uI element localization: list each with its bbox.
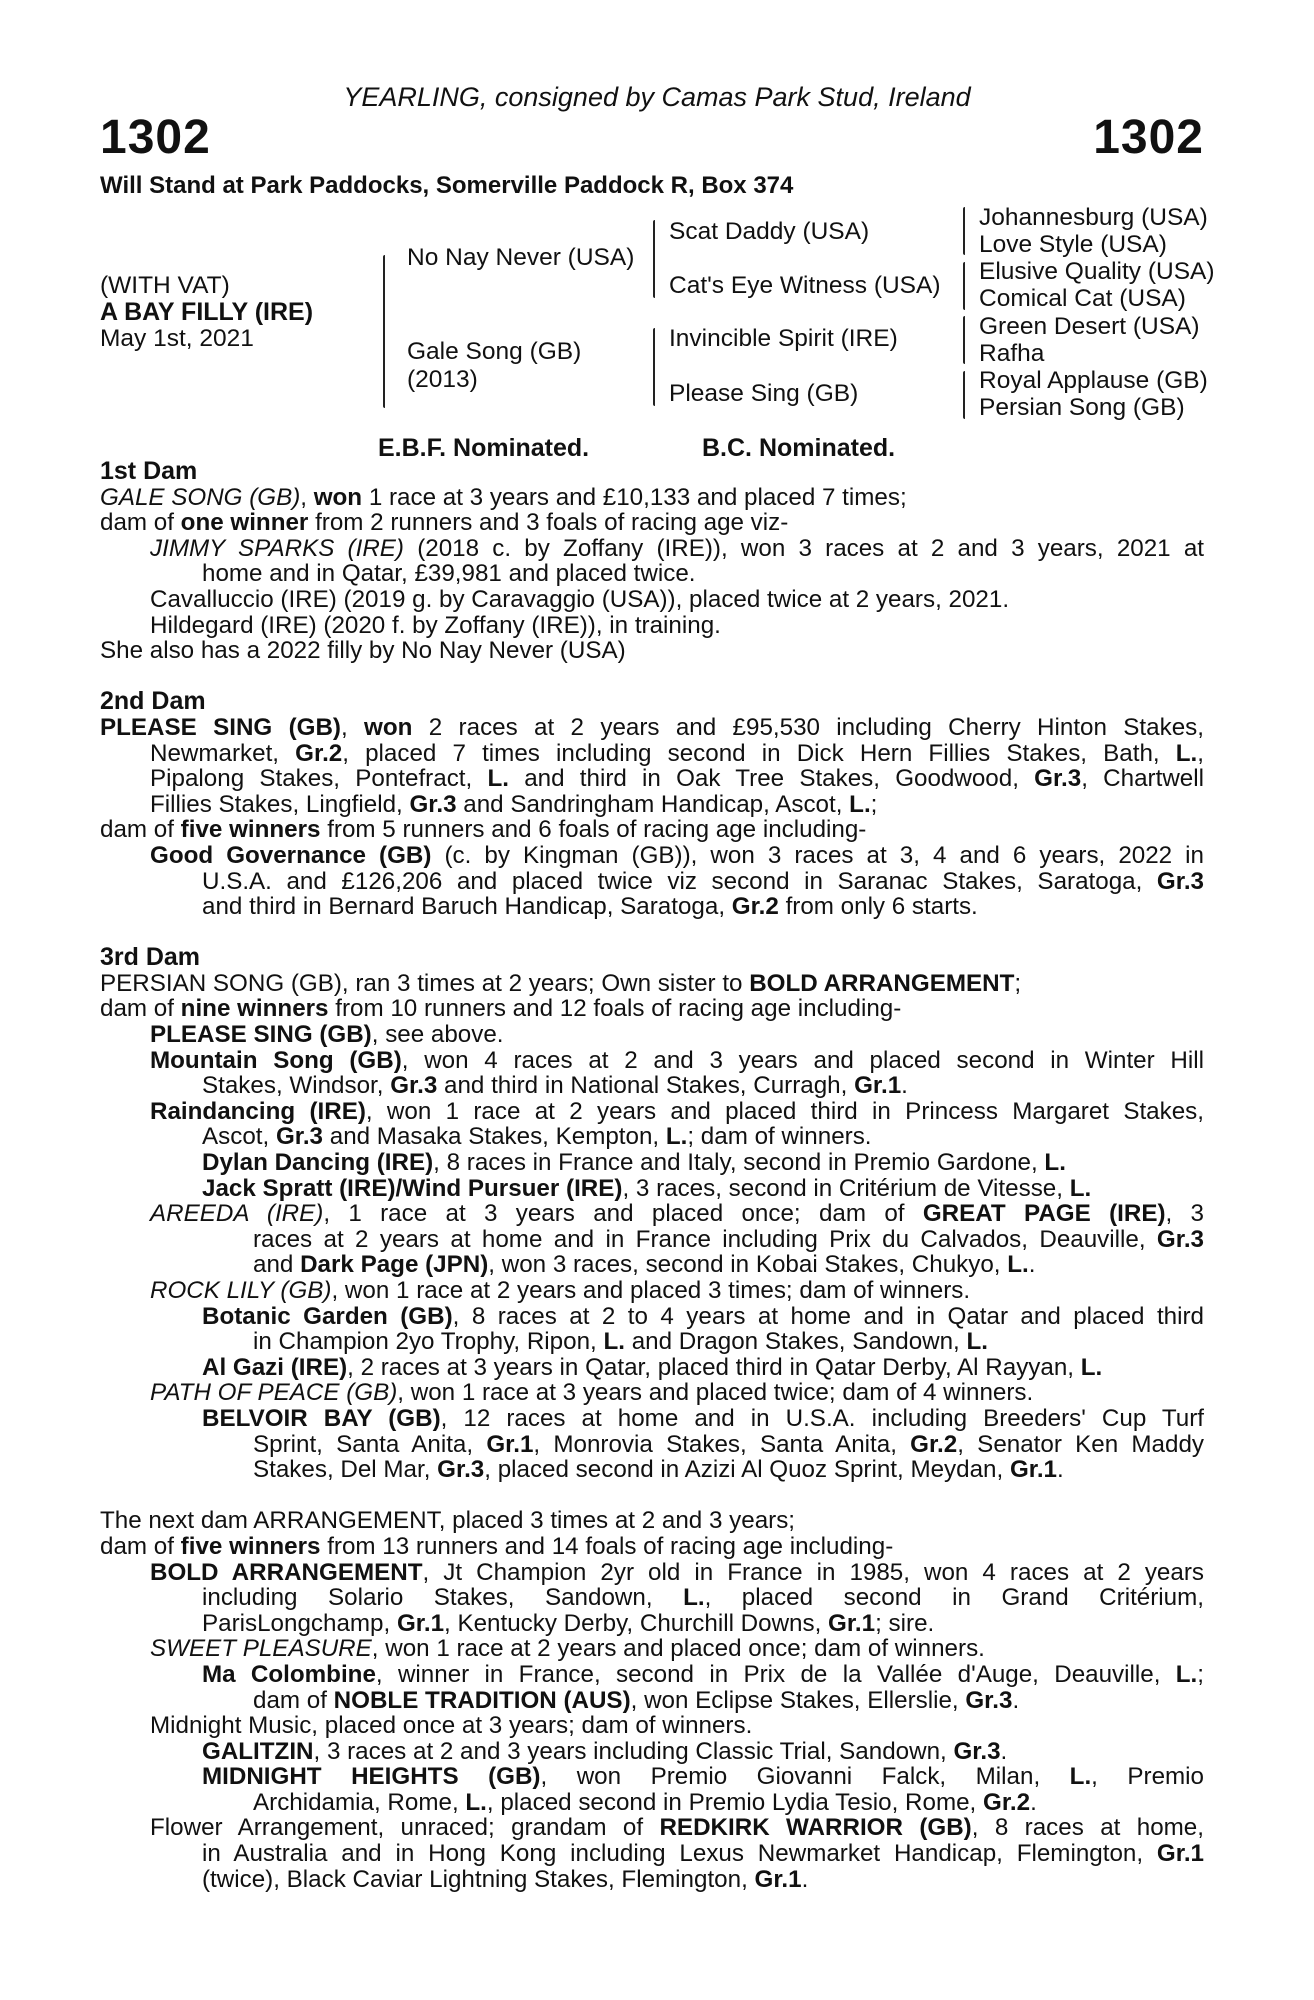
ebf-nomination: E.B.F. Nominated. bbox=[378, 434, 590, 462]
pedigree-dam: Gale Song (GB) bbox=[407, 338, 582, 365]
next-dam-line: SWEET PLEASURE, won 1 race at 2 years and placed once; dam of winners. bbox=[150, 1635, 985, 1663]
vat-note: (WITH VAT) bbox=[100, 272, 230, 299]
second-dam-line: PLEASE SING (GB), won 2 races at 2 years and £95,530 including Cherry Hinton Stakes, bbox=[100, 713, 1204, 741]
third-dam-line: PLEASE SING (GB), see above. bbox=[150, 1021, 504, 1049]
catalogue-body bbox=[100, 459, 1204, 1892]
third-dam-line: Raindancing (IRE), won 1 race at 2 years and placed third in Princess Margaret Stakes, bbox=[150, 1097, 1204, 1125]
third-dam-line: Dylan Dancing (IRE), 8 races in France and Italy, second in Premio Gardone, L. bbox=[202, 1149, 1066, 1177]
next-dam-line: MIDNIGHT HEIGHTS (GB), won Premio Giovanni Falck, Milan, L., Premio bbox=[202, 1763, 1205, 1791]
consignor-subtitle: YEARLING, consigned by Camas Park Stud, Ireland bbox=[343, 82, 971, 112]
next-dam-line: Midnight Music, placed once at 3 years; dam of winners. bbox=[150, 1712, 753, 1740]
first-dam-line: home and in Qatar, £39,981 and placed twice. bbox=[202, 560, 696, 588]
first-dam-heading: 1st Dam bbox=[100, 457, 198, 485]
foaling-date: May 1st, 2021 bbox=[100, 325, 254, 352]
third-dam-line: Sprint, Santa Anita, Gr.1, Monrovia Stakes, Santa Anita, Gr.2, Senator Ken Maddy bbox=[253, 1430, 1204, 1458]
pedigree-ggs8: Persian Song (GB) bbox=[979, 394, 1185, 421]
pedigree-dam-year: (2013) bbox=[407, 366, 478, 393]
pedigree-sire: No Nay Never (USA) bbox=[407, 244, 635, 271]
pedigree-ggs1: Johannesburg (USA) bbox=[979, 204, 1208, 231]
third-dam-line: Al Gazi (IRE), 2 races at 3 years in Qatar, placed third in Qatar Derby, Al Rayyan, L. bbox=[202, 1353, 1103, 1381]
third-dam-line: races at 2 years at home and in France including Prix du Calvados, Deauville, Gr.3 bbox=[253, 1225, 1204, 1253]
first-dam-line: GALE SONG (GB), won 1 race at 3 years and £10,133 and placed 7 times; bbox=[100, 483, 907, 511]
pedigree-gs1: Scat Daddy (USA) bbox=[669, 218, 870, 245]
next-dam-line: (twice), Black Caviar Lightning Stakes, Flemington, Gr.1. bbox=[202, 1865, 809, 1893]
pedigree-gs2: Cat's Eye Witness (USA) bbox=[669, 272, 941, 299]
bc-nomination: B.C. Nominated. bbox=[702, 434, 896, 462]
third-dam-line: in Champion 2yo Trophy, Ripon, L. and Dragon Stakes, Sandown, L. bbox=[253, 1328, 988, 1356]
third-dam-line: BELVOIR BAY (GB), 12 races at home and in U.S.A. including Breeders' Cup Turf bbox=[202, 1404, 1205, 1432]
next-dam-line: dam of five winners from 13 runners and 14 foals of racing age including- bbox=[100, 1532, 894, 1560]
second-dam-line: dam of five winners from 5 runners and 6 foals of racing age including- bbox=[100, 816, 867, 844]
pedigree-ggs7: Royal Applause (GB) bbox=[979, 367, 1208, 394]
second-dam-line: and third in Bernard Baruch Handicap, Saratoga, Gr.2 from only 6 starts. bbox=[202, 893, 978, 921]
brace-2a bbox=[653, 220, 655, 298]
pedigree-ggs6: Rafha bbox=[979, 340, 1045, 367]
brace-1 bbox=[383, 255, 385, 408]
brace-2b bbox=[653, 328, 655, 406]
next-dam-line: Flower Arrangement, unraced; grandam of REDKIRK WARRIOR (GB), 8 races at home, bbox=[150, 1814, 1204, 1842]
third-dam-line: Ascot, Gr.3 and Masaka Stakes, Kempton, L.; dam of winners. bbox=[202, 1123, 872, 1151]
horse-name: A BAY FILLY (IRE) bbox=[100, 298, 314, 326]
third-dam-line: Botanic Garden (GB), 8 races at 2 to 4 years at home and in Qatar and placed third bbox=[202, 1302, 1204, 1330]
first-dam-line: JIMMY SPARKS (IRE) (2018 c. by Zoffany (IRE)), won 3 races at 2 and 3 years, 2021 at bbox=[150, 534, 1205, 562]
next-dam-line: The next dam ARRANGEMENT, placed 3 times at 2 and 3 years; bbox=[100, 1507, 796, 1535]
next-dam-line: Archidamia, Rome, L., placed second in Premio Lydia Tesio, Rome, Gr.2. bbox=[253, 1788, 1037, 1816]
next-dam-line: BOLD ARRANGEMENT, Jt Champion 2yr old in France in 1985, won 4 races at 2 years bbox=[150, 1558, 1204, 1586]
third-dam-line: PERSIAN SONG (GB), ran 3 times at 2 years; Own sister to BOLD ARRANGEMENT; bbox=[100, 969, 1022, 997]
pedigree-ggs5: Green Desert (USA) bbox=[979, 313, 1200, 340]
third-dam-line: and Dark Page (JPN), won 3 races, second in Kobai Stakes, Chukyo, L.. bbox=[253, 1251, 1036, 1279]
next-dam-line: dam of NOBLE TRADITION (AUS), won Eclipse Stakes, Ellerslie, Gr.3. bbox=[253, 1686, 1020, 1714]
lot-number-right: 1302 bbox=[1093, 111, 1204, 164]
third-dam-line: Mountain Song (GB), won 4 races at 2 and 3 years and placed second in Winter Hill bbox=[150, 1046, 1204, 1074]
second-dam-line: Good Governance (GB) (c. by Kingman (GB)), won 3 races at 3, 4 and 6 years, 2022 in bbox=[150, 841, 1204, 869]
third-dam-line: dam of nine winners from 10 runners and 12 foals of racing age including- bbox=[100, 995, 902, 1023]
brace-3a bbox=[963, 207, 965, 255]
second-dam-line: Pipalong Stakes, Pontefract, L. and third in Oak Tree Stakes, Goodwood, Gr.3, Chartwell bbox=[150, 765, 1204, 793]
third-dam-line: ROCK LILY (GB), won 1 race at 2 years and placed 3 times; dam of winners. bbox=[150, 1277, 971, 1304]
lot-number-left: 1302 bbox=[100, 111, 211, 164]
pedigree-gs3: Invincible Spirit (IRE) bbox=[669, 325, 898, 352]
next-dam-line: including Solario Stakes, Sandown, L., placed second in Grand Critérium, bbox=[202, 1584, 1205, 1612]
second-dam-heading: 2nd Dam bbox=[100, 687, 206, 716]
second-dam-line: Newmarket, Gr.2, placed 7 times including second in Dick Hern Fillies Stakes, Bath, L., bbox=[150, 739, 1204, 767]
first-dam-line: Cavalluccio (IRE) (2019 g. by Caravaggio (USA)), placed twice at 2 years, 2021. bbox=[150, 585, 1010, 613]
second-dam-line: U.S.A. and £126,206 and placed twice viz second in Saranac Stakes, Saratoga, Gr.3 bbox=[202, 867, 1204, 895]
brace-3d bbox=[963, 371, 965, 419]
pedigree-ggs2: Love Style (USA) bbox=[979, 231, 1167, 258]
third-dam-line: Stakes, Del Mar, Gr.3, placed second in Azizi Al Quoz Sprint, Meydan, Gr.1. bbox=[253, 1456, 1064, 1484]
third-dam-line: Jack Spratt (IRE)/Wind Pursuer (IRE), 3 races, second in Critérium de Vitesse, L. bbox=[202, 1174, 1092, 1202]
third-dam-heading: 3rd Dam bbox=[100, 943, 201, 972]
first-dam-line: dam of one winner from 2 runners and 3 foals of racing age viz- bbox=[100, 509, 789, 537]
first-dam-line: She also has a 2022 filly by No Nay Never (USA) bbox=[100, 637, 626, 665]
stand-location: Will Stand at Park Paddocks, Somerville Paddock R, Box 374 bbox=[100, 172, 794, 199]
third-dam-line: PATH OF PEACE (GB), won 1 race at 3 years and placed twice; dam of 4 winners. bbox=[150, 1379, 1034, 1407]
next-dam-line: GALITZIN, 3 races at 2 and 3 years including Classic Trial, Sandown, Gr.3. bbox=[202, 1737, 1008, 1765]
third-dam-line: Stakes, Windsor, Gr.3 and third in National Stakes, Curragh, Gr.1. bbox=[202, 1072, 908, 1100]
pedigree-gs4: Please Sing (GB) bbox=[669, 380, 859, 407]
brace-3b bbox=[963, 262, 965, 310]
second-dam-line: Fillies Stakes, Lingfield, Gr.3 and Sandringham Handicap, Ascot, L.; bbox=[150, 790, 878, 818]
third-dam-line: AREEDA (IRE), 1 race at 3 years and placed once; dam of GREAT PAGE (IRE), 3 bbox=[150, 1200, 1205, 1228]
first-dam-line: Hildegard (IRE) (2020 f. by Zoffany (IRE)), in training. bbox=[150, 611, 721, 639]
next-dam-line: ParisLongchamp, Gr.1, Kentucky Derby, Churchill Downs, Gr.1; sire. bbox=[202, 1609, 935, 1637]
pedigree-ggs3: Elusive Quality (USA) bbox=[979, 258, 1215, 285]
pedigree-ggs4: Comical Cat (USA) bbox=[979, 285, 1186, 312]
next-dam-line: Ma Colombine, winner in France, second in Prix de la Vallée d'Auge, Deauville, L.; bbox=[202, 1660, 1204, 1688]
next-dam-line: in Australia and in Hong Kong including Lexus Newmarket Handicap, Flemington, Gr.1 bbox=[202, 1840, 1204, 1868]
brace-3c bbox=[963, 316, 965, 364]
